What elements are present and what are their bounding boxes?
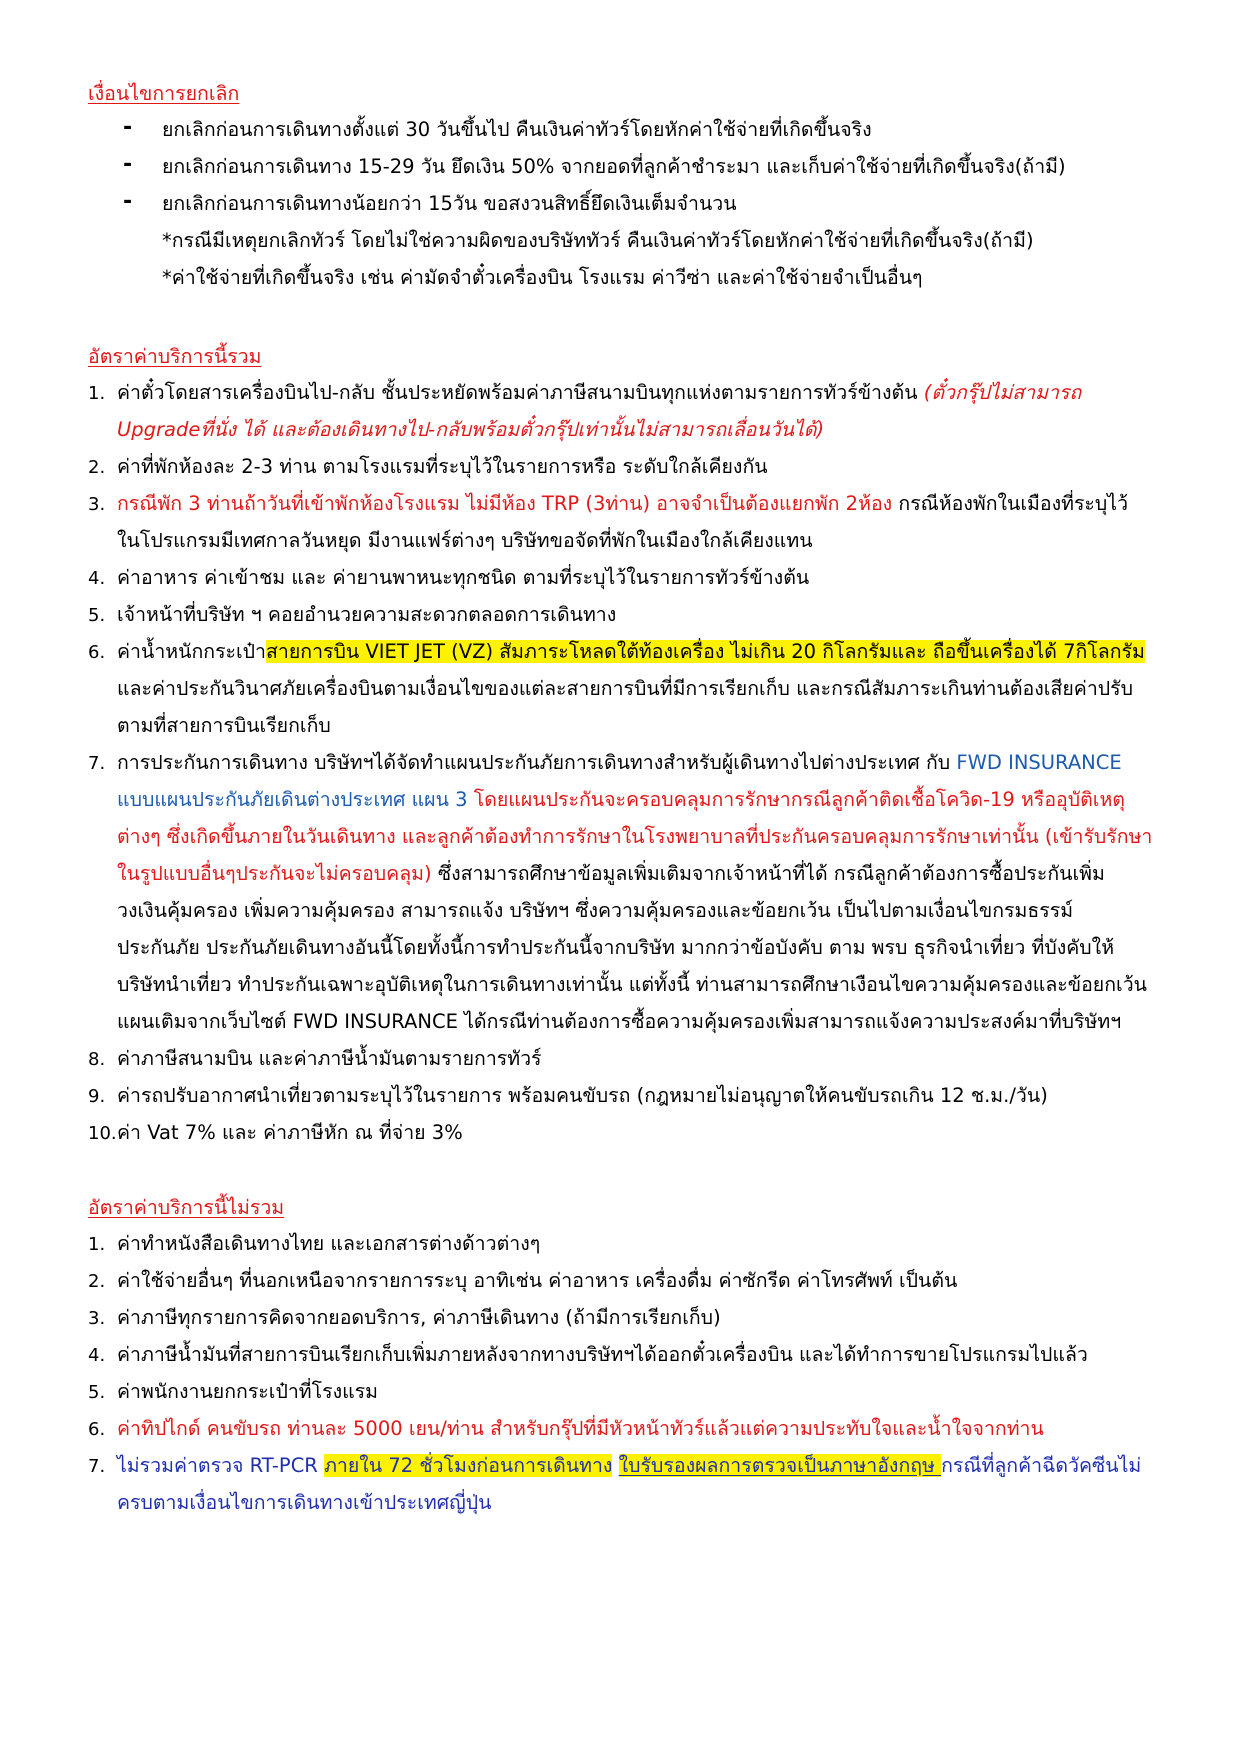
excluded-item-5: ค่าพนักงานยกกระเป๋าที่โรงแรม [117,1380,378,1403]
list-number: 4. [88,568,106,589]
included-item-1-note: (ตั๋วกรุ๊ปไม่สามารถ [923,381,1082,404]
included-item-7 [117,744,1122,781]
excluded-item-6: ค่าทิปไกด์ คนขับรถ ท่านละ 5000 เยน/ท่าน สำหรับกรุ๊ปที่มีหัวหน้าทัวร์แล้วแต่ความประทับใจและน้ำใจจากท่าน [117,1417,1044,1440]
excluded-item-1: ค่าทำหนังสือเดินทางไทย และเอกสารต่างด้าวต่างๆ [117,1232,541,1255]
included-item-6-text: ค่าน้ำหนักกระเป๋า [117,640,267,663]
included-item-10: ค่า Vat 7% และ ค่าภาษีหัก ณ ที่จ่าย 3% [117,1121,463,1144]
cancel-note-2: *ค่าใช้จ่ายที่เกิดขึ้นจริง เช่น ค่ามัดจำตั๋วเครื่องบิน โรงแรม ค่าวีซ่า และค่าใช้จ่ายจำเป็นอื่นๆ [162,266,923,289]
included-item-7-cont4: ประกันภัย ประกันภัยเดินทางอันนี้โดยทั้งนี้การทำประกันนี้จากบริษัท มากกว่าข้อบังคับ ตาม พรบ ธุรกิจนำเที่ยว ที่บังคับให้ [117,936,1115,959]
bullet-dash: - [123,189,133,214]
excluded-item-4: ค่าภาษีน้ำมันที่สายการบินเรียกเก็บเพิ่มภายหลังจากทางบริษัทฯได้ออกตั๋วเครื่องบิน และได้ทำการขายโปรแกรมไปแล้ว [117,1343,1088,1366]
list-number: 10. [88,1123,117,1144]
excluded-item-3: ค่าภาษีทุกรายการคิดจากยอดบริการ, ค่าภาษีเดินทาง (ถ้ามีการเรียกเก็บ) [117,1306,721,1329]
excluded-item-7-condition: กรณีที่ลูกค้าฉีดวัคซีนไม่ [941,1454,1142,1477]
included-item-7-info: ซึ่งสามารถศึกษาข้อมูลเพิ่มเติมจากเจ้าหน้าที่ได้ กรณีลูกค้าต้องการซื้อประกันเพิ่ม [431,862,1105,885]
included-item-7-cont6: แผนเติมจากเว็บไซต์ FWD INSURANCE ได้กรณีท่านต้องการซื้อความคุ้มครองเพิ่มสามารถแจ้งความประสงค์มาที่บริษัทฯ [117,1010,1122,1033]
included-item-6 [117,633,1145,670]
bullet-dash: - [123,115,133,140]
included-item-6-cont2: ตามที่สายการบินเรียกเก็บ [117,714,331,737]
excluded-item-7-cont: ครบตามเงื่อนไขการเดินทางเข้าประเทศญี่ปุ่น [117,1491,492,1514]
excluded-item-2: ค่าใช้จ่ายอื่นๆ ที่นอกเหนือจากรายการระบุ อาทิเช่น ค่าอาหาร เครื่องดื่ม ค่าซักรีด ค่าโทรศัพท์ เป็นต้น [117,1269,958,1292]
included-heading: อัตราค่าบริการนี้รวม [88,345,262,368]
excluded-item-7-highlight: ภายใน 72 ชั่วโมงก่อนการเดินทาง [324,1454,613,1477]
list-number: 3. [88,1308,106,1329]
list-number: 6. [88,642,106,663]
included-item-7-text: การประกันการเดินทาง บริษัทฯได้จัดทำแผนประกันภัยการเดินทางสำหรับผู้เดินทางไปต่างประเทศ กับ [117,751,957,774]
list-number: 9. [88,1086,106,1107]
list-number: 8. [88,1049,106,1070]
list-number: 5. [88,605,106,626]
included-item-8: ค่าภาษีสนามบิน และค่าภาษีน้ำมันตามรายการทัวร์ [117,1047,542,1070]
list-number: 7. [88,1456,106,1477]
included-item-7-plan: แบบแผนประกันภัยเดินต่างประเทศ แผน 3 [117,788,474,811]
included-item-7-coverage: โดยแผนประกันจะครอบคลุมการรักษากรณีลูกค้าติดเชื้อโควิด-19 หรืออุบัติเหตุ [473,788,1125,811]
included-item-7-cont3: วงเงินคุ้มครอง เพิ่มความคุ้มครอง สามารถแจ้ง บริษัทฯ ซึ่งความคุ้มครองและข้อยกเว้น เป็นไปตามเงื่อนไขกรมธรรม์ [117,899,1074,922]
included-item-5: เจ้าหน้าที่บริษัท ฯ คอยอำนวยความสะดวกตลอดการเดินทาง [117,603,617,626]
cancel-item-2: ยกเลิกก่อนการเดินทาง 15-29 วัน ยึดเงิน 50% จากยอดที่ลูกค้าชำระมา และเก็บค่าใช้จ่ายที่เกิดขึ้นจริง(ถ้ามี) [162,155,1066,178]
cancel-item-3: ยกเลิกก่อนการเดินทางน้อยกว่า 15วัน ขอสงวนสิทธิ์ยึดเงินเต็มจำนวน [162,192,737,215]
bullet-dash: - [123,152,133,177]
included-item-6-highlight: สายการบิน VIET JET (VZ) สัมภาระโหลดใต้ท้องเครื่อง ไม่เกิน 20 กิโลกรัมและ ถือขึ้นเครื่องได้ 7กิโลกรัม [266,640,1145,663]
included-item-6-cont: และค่าประกันวินาศภัยเครื่องบินตามเงื่อนไขของแต่ละสายการบินที่มีการเรียกเก็บ และกรณีสัมภาระเกินท่านต้องเสียค่าปรับ [117,677,1133,700]
cancel-heading: เงื่อนไขการยกเลิก [88,82,240,105]
included-item-2: ค่าที่พักห้องละ 2-3 ท่าน ตามโรงแรมที่ระบุไว้ในรายการหรือ ระดับใกล้เคียงกัน [117,455,768,478]
list-number: 2. [88,457,106,478]
list-number: 6. [88,1419,106,1440]
included-item-3-text: กรณีห้องพักในเมืองที่ระบุไว้ [892,492,1129,515]
included-item-3-cont: ในโปรแกรมมีเทศกาลวันหยุด มีงานแฟร์ต่างๆ บริษัทขอจัดที่พักในเมืองใกล้เคียงแทน [117,529,813,552]
list-number: 4. [88,1345,106,1366]
excluded-item-7 [117,1447,1141,1484]
cancel-item-1: ยกเลิกก่อนการเดินทางตั้งแต่ 30 วันขึ้นไป คืนเงินค่าทัวร์โดยหักค่าใช้จ่ายที่เกิดขึ้นจริง [162,118,872,141]
included-item-1-note-cont: Upgradeที่นั่ง ได้ และต้องเดินทางไป-กลับพร้อมตั๋วกรุ๊ปเท่านั้นไม่สามารถเลื่อนวันได้) [117,418,825,441]
included-item-1 [117,374,1081,411]
included-item-4: ค่าอาหาร ค่าเข้าชม และ ค่ายานพาหนะทุกชนิด ตามที่ระบุไว้ในรายการทัวร์ข้างต้น [117,566,810,589]
included-item-9: ค่ารถปรับอากาศนำเที่ยวตามระบุไว้ในรายการ พร้อมคนขับรถ (กฎหมายไม่อนุญาตให้คนขับรถเกิน 12 ช.ม./วัน) [117,1084,1048,1107]
list-number: 3. [88,494,106,515]
included-item-3-warning: กรณีพัก 3 ท่านถ้าวันที่เข้าพักห้องโรงแรม ไม่มีห้อง TRP (3ท่าน) อาจจำเป็นต้องแยกพัก 2ห้อง [117,492,893,515]
included-item-7-cont2 [117,855,1105,892]
list-number: 5. [88,1382,106,1403]
list-number: 1. [88,383,106,404]
excluded-item-7-text: ไม่รวมค่าตรวจ RT-PCR [117,1454,325,1477]
excluded-heading: อัตราค่าบริการนี้ไม่รวม [88,1196,285,1219]
included-item-7-cont5: บริษัทนำเที่ยว ทำประกันเฉพาะอุบัติเหตุในการเดินทางเท่านั้น แต่ทั้งนี้ ท่านสามารถศึกษาเงือนไขความคุ้มครองและข้อยกเว้น [117,973,1147,996]
excluded-item-7-space [612,1454,618,1477]
included-item-7-cont [117,781,1125,818]
excluded-item-7-certificate: ใบรับรองผลการตรวจเป็นภาษาอังกฤษ [618,1454,942,1477]
list-number: 1. [88,1234,106,1255]
cancel-note-1: *กรณีมีเหตุยกเลิกทัวร์ โดยไม่ใช่ความผิดของบริษัททัวร์ คืนเงินค่าทัวร์โดยหักค่าใช้จ่ายที่เกิดขึ้นจริง(ถ้ามี) [162,229,1034,252]
included-item-7-coverage-end: ในรูปแบบอื่นๆประกันจะไม่ครอบคลุม) [117,862,432,885]
included-item-1-text: ค่าตั๋วโดยสารเครื่องบินไป-กลับ ชั้นประหยัดพร้อมค่าภาษีสนามบินทุกแห่งตามรายการทัวร์ข้างต้น [117,381,924,404]
list-number: 2. [88,1271,106,1292]
included-item-7-insurer: FWD INSURANCE [956,751,1122,774]
included-item-3 [117,485,1128,522]
included-item-7-coverage-cont: ต่างๆ ซึ่งเกิดขึ้นภายในวันเดินทาง และลูกค้าต้องทำการรักษาในโรงพยาบาลที่ประกันครอบคลุมการรักษาเท่านั้น (เข้ารับรักษา [117,825,1153,848]
list-number: 7. [88,753,106,774]
